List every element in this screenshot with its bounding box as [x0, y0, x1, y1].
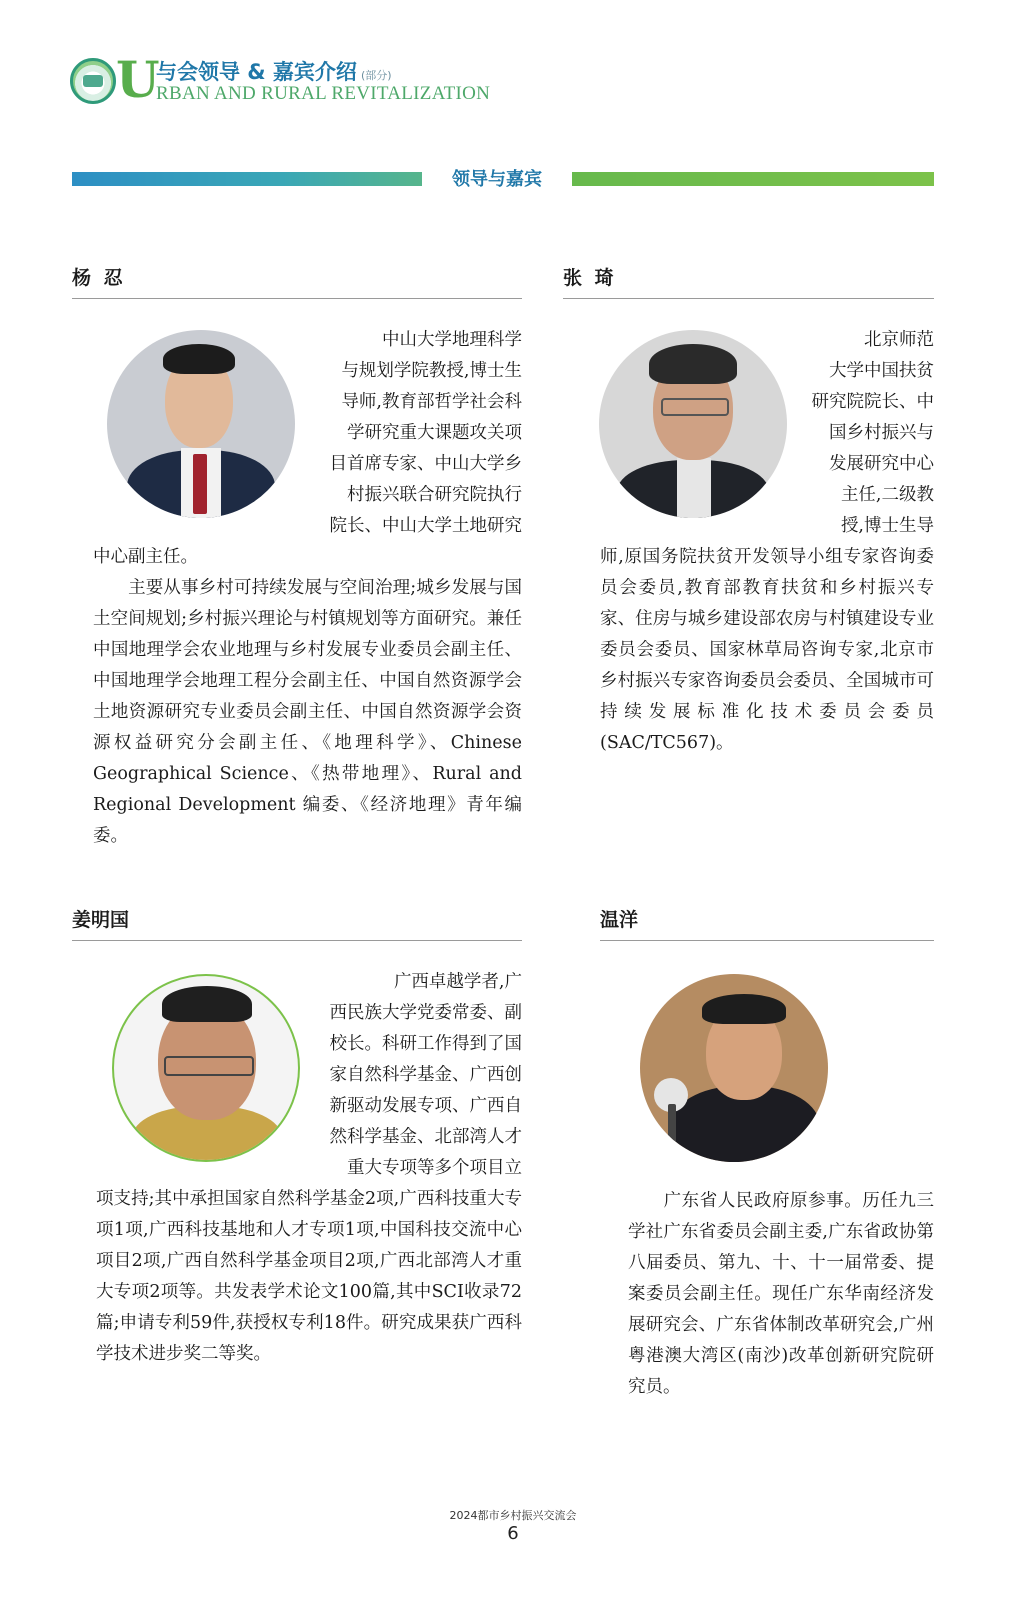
logo-emblem [70, 58, 116, 104]
bio-top-3 [322, 967, 522, 1184]
bio-line: 导师,教育部哲学社会科 [341, 392, 522, 412]
bio-body-3 [96, 1184, 522, 1370]
bio-paragraph [628, 1186, 934, 1403]
portrait-photo-3 [112, 974, 300, 1162]
bio-line: 院长、中山大学土地研究 [329, 516, 522, 536]
bio-line: 学研究重大课题攻关项 [347, 423, 522, 443]
name-divider-3 [72, 940, 522, 941]
bio-paragraph-2 [93, 573, 522, 852]
bio-line: 授,博士生导 [840, 516, 934, 536]
person-name-3: 姜明国 [72, 909, 130, 931]
bio-line: 然科学基金、北部湾人才 [329, 1127, 522, 1147]
bio-continuation: 项支持;其中承担国家自然科学基金2项,广西科技重大专项1项,广西科技基地和人才专项1项,中国科技交流中心项目2项,广西自然科学基金项目2项,广西北部湾人才重大专项2项等。共发表学术论文100篇,其中SCI收录72篇;申请专利59件,获授权专利18件。研究成果获广西科学技术进步奖二等奖。 [96, 1189, 522, 1364]
person-name-2: 张 琦 [563, 267, 617, 289]
bio-paragraph-text: 广东省人民政府原参事。历任九三学社广东省委员会副主委,广东省政协第八届委员、第九、十、十一届常委、提案委员会副主任。现任广东华南经济发展研究会、广东省体制改革研究会,广州粤港澳大湾区(南沙)改革创新研究院研究员。 [628, 1191, 934, 1397]
name-divider-1 [72, 298, 522, 299]
header-title-sub: (部分) [360, 69, 392, 82]
name-divider-2 [563, 298, 934, 299]
bio-line: 目首席专家、中山大学乡 [329, 454, 522, 474]
bio-continuation: 中心副主任。 [93, 547, 198, 567]
bio-line: 北京师范 [864, 330, 934, 350]
bio-top-1 [318, 325, 522, 542]
bio-body-4 [628, 1186, 934, 1403]
header-title-text: 与会领导 & 嘉宾介绍 [156, 60, 357, 84]
bio-line: 发展研究中心 [829, 454, 934, 474]
logo-letter: U [116, 50, 160, 109]
section-bar-right [572, 172, 934, 186]
bio-continuation: 师,原国务院扶贫开发领导小组专家咨询委员会委员,教育部教育扶贫和乡村振兴专家、住房与城乡建设部农房与村镇建设专业委员会委员、国家林草局咨询专家,北京市乡村振兴专家咨询委员会委员、全国城市可持续发展标准化技术委员会委员(SAC/TC567)。 [600, 547, 934, 753]
portrait-photo-2 [599, 330, 787, 518]
portrait-photo-4 [640, 974, 828, 1162]
bio-paragraph-2-text: 主要从事乡村可持续发展与空间治理;城乡发展与国土空间规划;乡村振兴理论与村镇规划等方面研究。兼任中国地理学会农业地理与乡村发展专业委员会副主任、中国地理学会地理工程分会副主任、中国自然资源学会土地资源研究专业委员会副主任、中国自然资源学会资源权益研究分会副主任、《地理科学》、Chinese Geographical Science、《热带地理》、Rural and Regional Development 编委、《经济地理》青年编委。 [93, 578, 522, 846]
name-divider-4 [600, 940, 934, 941]
bio-line: 国乡村振兴与 [829, 423, 934, 443]
bio-line: 中山大学地理科学 [382, 330, 522, 350]
page-number: 6 [507, 1523, 519, 1544]
bio-line: 校长。科研工作得到了国 [329, 1034, 522, 1054]
bio-body-1 [93, 542, 522, 852]
bio-line: 广西卓越学者,广 [393, 972, 522, 992]
section-bar-left [72, 172, 422, 186]
bio-line: 大学中国扶贫 [829, 361, 934, 381]
bio-body-2 [600, 542, 934, 759]
person-name-4: 温洋 [600, 909, 639, 931]
person-name-1: 杨 忍 [72, 267, 126, 289]
bio-line: 主任,二级教 [840, 485, 934, 505]
header-subtitle-en: RBAN AND RURAL REVITALIZATION [156, 83, 491, 104]
section-title: 领导与嘉宾 [452, 169, 542, 190]
bio-line: 村振兴联合研究院执行 [347, 485, 522, 505]
bio-line: 重大专项等多个项目立 [347, 1158, 522, 1178]
bio-line: 研究院院长、中 [811, 392, 934, 412]
bio-line: 新驱动发展专项、广西自 [329, 1096, 522, 1116]
bio-line: 家自然科学基金、广西创 [329, 1065, 522, 1085]
bio-line: 西民族大学党委常委、副 [329, 1003, 522, 1023]
footer-event-title: 2024都市乡村振兴交流会 [449, 1509, 577, 1522]
bio-line: 与规划学院教授,博士生 [341, 361, 522, 381]
portrait-photo-1 [107, 330, 295, 518]
bio-top-2 [806, 325, 934, 542]
